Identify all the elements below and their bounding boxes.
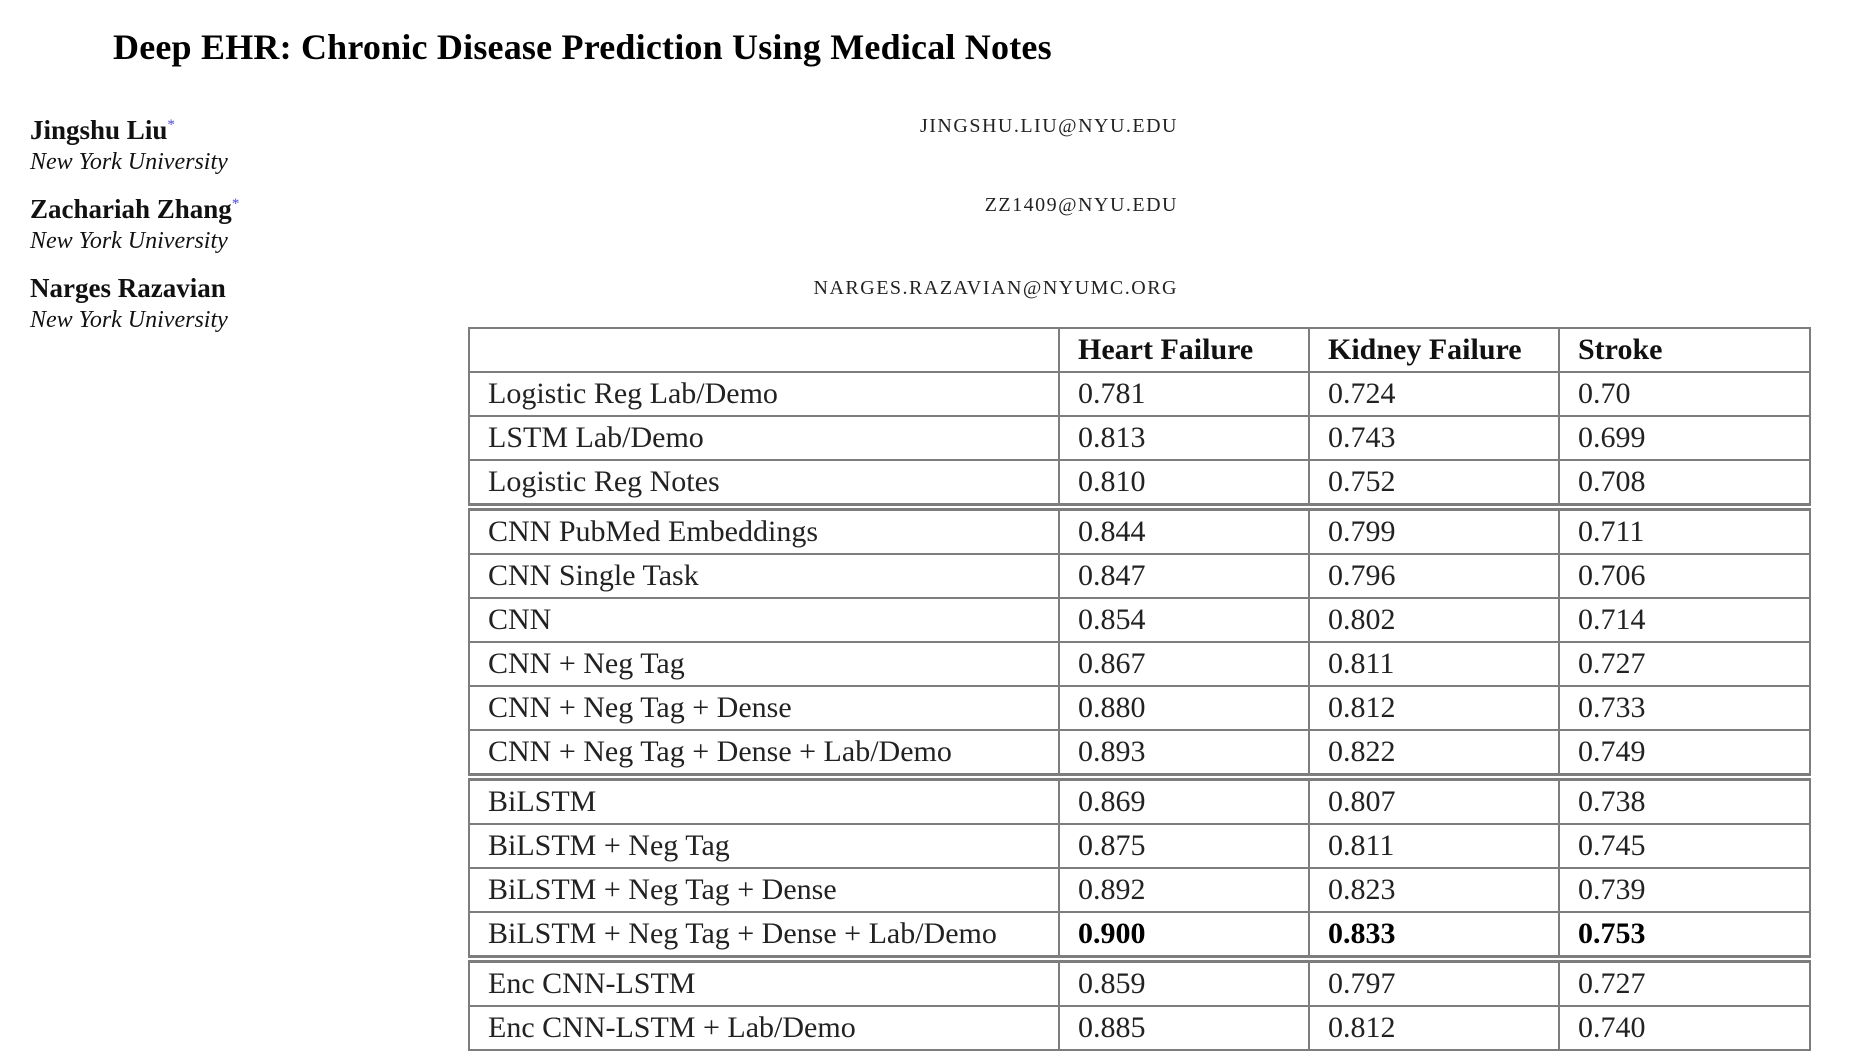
cell-heart-failure: 0.844 — [1059, 507, 1309, 554]
author-email: NARGES.RAZAVIAN@NYUMC.ORG — [813, 277, 1178, 299]
cell-kidney-failure: 0.724 — [1309, 372, 1559, 416]
cell-heart-failure: 0.859 — [1059, 959, 1309, 1006]
cell-stroke: 0.733 — [1559, 686, 1810, 730]
author-block — [30, 108, 228, 177]
cell-stroke: 0.739 — [1559, 868, 1810, 912]
cell-heart-failure: 0.781 — [1059, 372, 1309, 416]
cell-stroke: 0.727 — [1559, 642, 1810, 686]
table-header-stroke: Stroke — [1559, 328, 1810, 372]
table-row — [469, 507, 1810, 554]
cell-kidney-failure: 0.743 — [1309, 416, 1559, 460]
cell-stroke: 0.745 — [1559, 824, 1810, 868]
cell-heart-failure: 0.892 — [1059, 868, 1309, 912]
cell-kidney-failure: 0.797 — [1309, 959, 1559, 1006]
cell-kidney-failure: 0.833 — [1309, 912, 1559, 959]
table-header-heart-failure: Heart Failure — [1059, 328, 1309, 372]
cell-heart-failure: 0.847 — [1059, 554, 1309, 598]
results-table-container — [468, 327, 1809, 1051]
cell-model: BiLSTM — [469, 777, 1059, 824]
cell-heart-failure: 0.854 — [1059, 598, 1309, 642]
cell-heart-failure: 0.810 — [1059, 460, 1309, 507]
cell-heart-failure: 0.813 — [1059, 416, 1309, 460]
cell-stroke: 0.711 — [1559, 507, 1810, 554]
table-row — [469, 686, 1810, 730]
cell-heart-failure: 0.885 — [1059, 1006, 1309, 1050]
cell-heart-failure: 0.869 — [1059, 777, 1309, 824]
author-block — [30, 271, 228, 335]
cell-stroke: 0.708 — [1559, 460, 1810, 507]
table-header-kidney-failure: Kidney Failure — [1309, 328, 1559, 372]
table-row — [469, 642, 1810, 686]
cell-kidney-failure: 0.796 — [1309, 554, 1559, 598]
results-table — [468, 327, 1811, 1051]
table-row — [469, 554, 1810, 598]
cell-model: Logistic Reg Notes — [469, 460, 1059, 507]
cell-model: BiLSTM + Neg Tag + Dense + Lab/Demo — [469, 912, 1059, 959]
author-name: Jingshu Liu* — [30, 115, 175, 145]
cell-kidney-failure: 0.802 — [1309, 598, 1559, 642]
equal-contribution-mark: * — [231, 196, 240, 212]
cell-model: CNN PubMed Embeddings — [469, 507, 1059, 554]
table-row — [469, 1006, 1810, 1050]
author-affiliation: New York University — [30, 228, 228, 254]
cell-kidney-failure: 0.812 — [1309, 1006, 1559, 1050]
cell-model: CNN + Neg Tag — [469, 642, 1059, 686]
author-name: Zachariah Zhang* — [30, 194, 240, 224]
cell-heart-failure: 0.880 — [1059, 686, 1309, 730]
cell-heart-failure: 0.875 — [1059, 824, 1309, 868]
cell-heart-failure: 0.867 — [1059, 642, 1309, 686]
cell-model: CNN + Neg Tag + Dense + Lab/Demo — [469, 730, 1059, 777]
paper-title: Deep EHR: Chronic Disease Prediction Using Medical Notes — [113, 27, 1052, 67]
cell-kidney-failure: 0.752 — [1309, 460, 1559, 507]
table-row — [469, 460, 1810, 507]
cell-model: CNN — [469, 598, 1059, 642]
cell-kidney-failure: 0.812 — [1309, 686, 1559, 730]
author-email: JINGSHU.LIU@NYU.EDU — [919, 115, 1178, 137]
cell-kidney-failure: 0.799 — [1309, 507, 1559, 554]
cell-model: BiLSTM + Neg Tag — [469, 824, 1059, 868]
table-row — [469, 824, 1810, 868]
cell-model: Logistic Reg Lab/Demo — [469, 372, 1059, 416]
author-affiliation: New York University — [30, 149, 228, 175]
table-row — [469, 416, 1810, 460]
cell-kidney-failure: 0.811 — [1309, 824, 1559, 868]
cell-heart-failure: 0.893 — [1059, 730, 1309, 777]
table-row — [469, 912, 1810, 959]
table-row — [469, 598, 1810, 642]
cell-model: Enc CNN-LSTM — [469, 959, 1059, 1006]
cell-stroke: 0.706 — [1559, 554, 1810, 598]
cell-kidney-failure: 0.822 — [1309, 730, 1559, 777]
author-block — [30, 187, 239, 256]
equal-contribution-mark: * — [167, 117, 175, 133]
cell-stroke: 0.738 — [1559, 777, 1810, 824]
cell-model: Enc CNN-LSTM + Lab/Demo — [469, 1006, 1059, 1050]
cell-kidney-failure: 0.823 — [1309, 868, 1559, 912]
table-row — [469, 372, 1810, 416]
table-row — [469, 959, 1810, 1006]
cell-kidney-failure: 0.807 — [1309, 777, 1559, 824]
cell-stroke: 0.727 — [1559, 959, 1810, 1006]
cell-kidney-failure: 0.811 — [1309, 642, 1559, 686]
author-name: Narges Razavian — [30, 273, 226, 303]
author-email: ZZ1409@NYU.EDU — [984, 194, 1178, 216]
cell-stroke: 0.749 — [1559, 730, 1810, 777]
author-affiliation: New York University — [30, 307, 228, 333]
cell-model: CNN Single Task — [469, 554, 1059, 598]
cell-stroke: 0.753 — [1559, 912, 1810, 959]
cell-heart-failure: 0.900 — [1059, 912, 1309, 959]
cell-stroke: 0.740 — [1559, 1006, 1810, 1050]
cell-model: CNN + Neg Tag + Dense — [469, 686, 1059, 730]
table-row — [469, 730, 1810, 777]
cell-stroke: 0.70 — [1559, 372, 1810, 416]
cell-model: BiLSTM + Neg Tag + Dense — [469, 868, 1059, 912]
table-header-row — [469, 328, 1810, 372]
table-row — [469, 868, 1810, 912]
cell-stroke: 0.699 — [1559, 416, 1810, 460]
cell-model: LSTM Lab/Demo — [469, 416, 1059, 460]
table-row — [469, 777, 1810, 824]
table-header-model — [469, 328, 1059, 372]
cell-stroke: 0.714 — [1559, 598, 1810, 642]
